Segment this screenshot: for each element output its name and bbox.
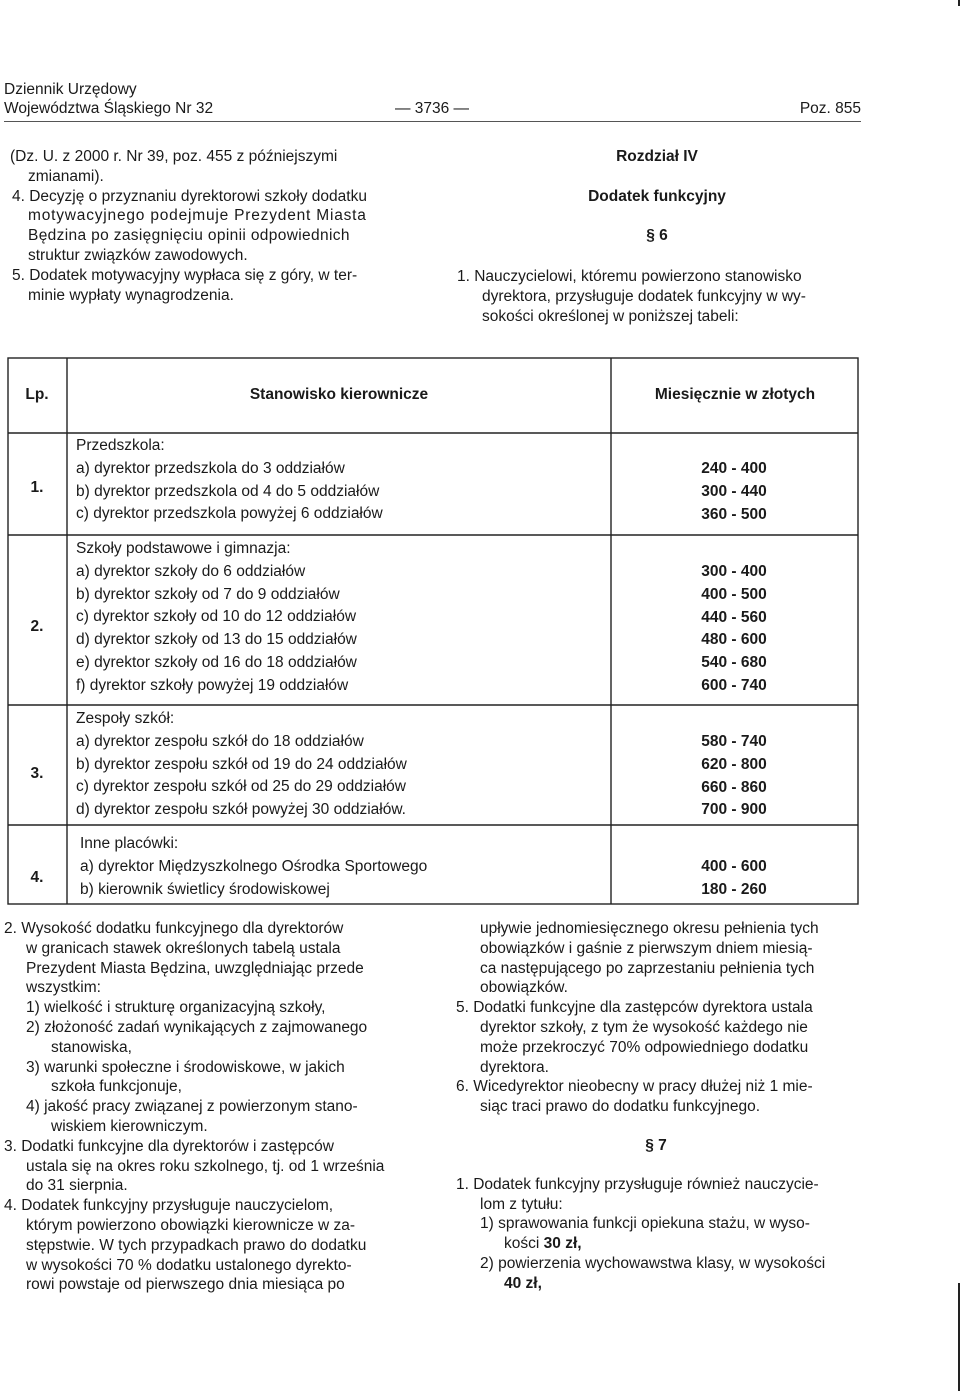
position-item: d) dyrektor zespołu szkół powyżej 30 oddziałów.	[76, 801, 406, 819]
text-line: 5. Dodatek motywacyjny wypłaca się z góry, w ter-	[12, 266, 358, 284]
text-line: 4. Dodatek funkcyjny przysługuje nauczycielom,	[4, 1197, 334, 1215]
right-top-text	[457, 267, 867, 326]
text-line: 2) złożoność zadań wynikających z zajmowanego	[26, 1018, 368, 1036]
row-number: 3.	[30, 765, 44, 782]
text-line: 1. Dodatek funkcyjny przysługuje również nauczycie-	[456, 1175, 819, 1193]
value-cell: 540 - 680	[701, 654, 767, 672]
text-line: 2) powierzenia wychowawstwa klasy, w wysokości	[480, 1254, 826, 1272]
text-line: minie wypłaty wynagrodzenia.	[28, 286, 234, 304]
row-number: 4.	[30, 869, 44, 886]
text-fragment: kości	[504, 1235, 540, 1253]
text-line: stanowiska,	[51, 1038, 132, 1056]
value-cell: 700 - 900	[701, 801, 767, 819]
value-column	[664, 561, 804, 698]
position-number: Poz. 855	[799, 100, 861, 117]
position-item: a) dyrektor Międzyszkolnego Ośrodka Sportowego	[80, 857, 428, 875]
value-cell: 400 - 600	[701, 858, 767, 875]
value-cell: 360 - 500	[701, 505, 767, 523]
text-line: dyrektora, przysługuje dodatek funkcyjny w wy-	[482, 287, 806, 305]
text-line: szkoła funkcjonuje,	[51, 1078, 182, 1096]
value-cell: 660 - 860	[701, 778, 767, 796]
text-line: 4. Decyzję o przyznaniu dyrektorowi szkoły dodatku	[12, 187, 367, 205]
value-cell: 440 - 560	[701, 608, 767, 626]
row-number: 1.	[30, 479, 44, 496]
paragraph-6-heading: § 6	[646, 227, 668, 244]
value-cell: 400 - 500	[701, 585, 767, 603]
row-number: 2.	[30, 618, 44, 635]
category-title: Szkoły podstawowe i gimnazja:	[76, 540, 291, 557]
position-item: c) dyrektor szkoły od 10 do 12 oddziałów	[76, 608, 357, 626]
value-cell: 300 - 440	[701, 482, 767, 500]
category-title: Inne placówki:	[80, 835, 179, 852]
text-line: obowiązków.	[480, 979, 568, 997]
text-line: zmianami).	[28, 167, 104, 185]
category-title: Zespoły szkół:	[76, 710, 175, 727]
position-item: b) dyrektor zespołu szkół od 19 do 24 oddziałów	[76, 755, 407, 773]
value-column	[664, 856, 804, 902]
journal-title	[4, 80, 213, 118]
text-line: dyrektora.	[480, 1058, 549, 1076]
text-line: dyrektor szkoły, z tym że wysokość każdego nie	[480, 1018, 808, 1036]
value-cell: 600 - 740	[701, 676, 767, 694]
text-line: Prezydent Miasta Będzina, uwzględniając przede	[26, 959, 364, 977]
text-line: ustala się na okres roku szkolnego, tj. od 1 września	[26, 1157, 385, 1175]
text-line: rowi powstaje od pierwszego dnia miesiąca po	[26, 1276, 345, 1294]
journal-title-line2: Województwa Śląskiego Nr 32	[4, 100, 214, 117]
chapter-title: Dodatek funkcyjny	[588, 188, 726, 205]
value-cell: 620 - 800	[701, 755, 767, 773]
position-item: f) dyrektor szkoły powyżej 19 oddziałów	[76, 676, 349, 694]
right-bottom-text	[456, 919, 876, 1294]
position-item: b) dyrektor szkoły od 7 do 9 oddziałów	[76, 585, 340, 603]
table-row	[80, 833, 427, 901]
position-item: e) dyrektor szkoły od 16 do 18 oddziałów	[76, 653, 357, 671]
text-line: 4) jakość pracy związanej z powierzonym stano-	[26, 1098, 358, 1116]
text-line: stępstwie. W tych przypadkach prawo do dodatku	[26, 1236, 367, 1254]
journal-title-line1: Dziennik Urzędowy	[4, 81, 137, 98]
table-row	[76, 538, 357, 698]
text-line: w wysokości 70 % dodatku ustalonego dyrekto-	[26, 1256, 352, 1274]
left-bottom-text	[4, 919, 424, 1295]
value-cell: 180 - 260	[701, 880, 767, 898]
position-item: b) dyrektor przedszkola od 4 do 5 oddziałów	[76, 482, 380, 500]
text-line: Będzina po zasięgnięciu opinii odpowiednich	[28, 227, 350, 245]
position-item: c) dyrektor przedszkola powyżej 6 oddziałów	[76, 505, 383, 523]
position-item: a) dyrektor szkoły do 6 oddziałów	[76, 562, 306, 580]
text-line: 3. Dodatki funkcyjne dla dyrektorów i zastępców	[4, 1137, 334, 1155]
value-column	[664, 458, 804, 526]
text-line: upływie jednomiesięcznego okresu pełnienia tych	[480, 920, 819, 937]
chapter-heading: Rozdział IV	[616, 148, 698, 165]
position-item: c) dyrektor zespołu szkół od 25 do 29 oddziałów	[76, 778, 406, 796]
header-monthly: Miesięcznie w złotych	[654, 386, 816, 403]
value-cell: 300 - 400	[701, 563, 767, 580]
value-cell: 580 - 740	[701, 733, 767, 750]
text-line: sokości określonej w poniższej tabeli:	[482, 307, 739, 325]
text-line	[456, 1234, 876, 1254]
text-line: 1) sprawowania funkcji opiekuna stażu, w wyso-	[480, 1215, 810, 1233]
value-cell: 240 - 400	[701, 460, 767, 477]
text-line: (Dz. U. z 2000 r. Nr 39, poz. 455 z późniejszymi	[10, 148, 338, 165]
amount: 40 zł,	[504, 1274, 542, 1292]
amount: 30 zł,	[543, 1235, 582, 1253]
category-title: Przedszkola:	[76, 437, 165, 454]
text-line: 2. Wysokość dodatku funkcyjnego dla dyrektorów	[4, 920, 344, 937]
allowance-table	[7, 357, 859, 905]
position-item: d) dyrektor szkoły od 13 do 15 oddziałów	[76, 631, 357, 649]
table-row	[76, 435, 383, 526]
text-line: ca następującego po zaprzestaniu pełnienia tych	[480, 959, 815, 977]
text-line: motywacyjnego podejmuje Prezydent Miasta	[28, 207, 367, 225]
text-line: obowiązków i gaśnie z pierwszym dniem miesią-	[480, 939, 813, 957]
position-item: b) kierownik świetlicy środowiskowej	[80, 880, 330, 898]
value-cell: 480 - 600	[701, 631, 767, 649]
text-line: lom z tytułu:	[480, 1195, 563, 1213]
text-line: może przekroczyć 70% odpowiedniego dodatku	[480, 1038, 809, 1056]
value-column	[664, 731, 804, 822]
page-number: — 3736 —	[394, 100, 470, 117]
position-item: a) dyrektor zespołu szkół do 18 oddziałów	[76, 732, 364, 750]
text-line: 6. Wicedyrektor nieobecny w pracy dłużej niż 1 mie-	[456, 1078, 813, 1096]
text-line: 3) warunki społeczne i środowiskowe, w jakich	[26, 1058, 345, 1076]
position-item: a) dyrektor przedszkola do 3 oddziałów	[76, 459, 345, 477]
text-line: 1) wielkość i strukturę organizacyjną szkoły,	[26, 999, 326, 1017]
paragraph-7-heading: § 7	[645, 1136, 667, 1154]
text-line: wiskiem kierowniczym.	[51, 1117, 208, 1135]
text-line: 5. Dodatki funkcyjne dla zastępców dyrektora ustala	[456, 999, 813, 1017]
text-line: w granicach stawek określonych tabelą ustala	[26, 939, 341, 957]
text-line: struktur związków zawodowych.	[28, 246, 248, 264]
table-row	[76, 708, 407, 822]
text-line: którym powierzono obowiązki kierownicze w za-	[26, 1216, 356, 1234]
text-line: wszystkim:	[26, 979, 101, 997]
header-rule	[4, 121, 861, 122]
text-line: do 31 sierpnia.	[26, 1177, 128, 1195]
header-position: Stanowisko kierownicze	[249, 386, 429, 403]
text-line: 1. Nauczycielowi, któremu powierzono stanowisko	[457, 268, 802, 285]
header-lp: Lp.	[25, 386, 49, 403]
text-line: siąc traci prawo do dodatku funkcyjnego.	[480, 1098, 761, 1116]
left-top-text	[10, 147, 410, 305]
